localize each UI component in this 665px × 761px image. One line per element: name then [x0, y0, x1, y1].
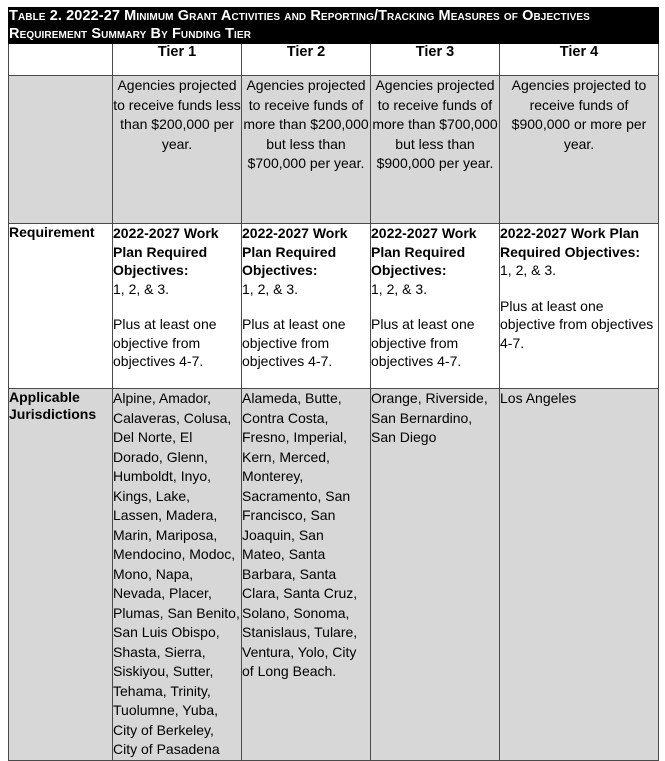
table-title-line-2: Requirement Summary By Funding Tier	[9, 25, 252, 42]
table-title-line-1: Table 2. 2022-27 Minimum Grant Activities and Reporting/Tracking Measures of Objectives	[9, 8, 590, 24]
table-row-jurisdictions	[9, 389, 659, 761]
column-header-tier-1: Tier 1	[113, 44, 242, 76]
requirement-tier-4	[500, 224, 659, 389]
grant-requirements-table	[8, 7, 659, 761]
description-tier-1: Agencies projected to receive funds less than $200,000 per year.	[113, 76, 242, 224]
table-row-requirement	[9, 224, 659, 389]
requirement-objectives-tier-1: 1, 2, & 3.	[113, 280, 170, 297]
requirement-plus-tier-2: Plus at least one objective from objectives 4-7.	[242, 316, 346, 369]
jurisdictions-tier-3: Orange, Riverside, San Bernardino, San Diego	[371, 389, 500, 761]
column-header-tier-4: Tier 4	[500, 44, 659, 76]
jurisdictions-tier-4: Los Angeles	[500, 389, 659, 761]
jurisdictions-tier-2: Alameda, Butte, Contra Costa, Fresno, Imperial, Kern, Merced, Monterey, Sacramento, San Francisco, San Joaquin, San Mateo, Santa Barbara, Santa Clara, Santa Cruz, Solano, Sonoma, Stanislaus, Tulare, Ventura, Yolo, City of Long Beach.	[242, 389, 371, 761]
requirement-objectives-tier-4: 1, 2, & 3.	[500, 262, 557, 278]
description-tier-4: Agencies projected to receive funds of $900,000 or more per year.	[500, 76, 659, 224]
requirement-heading-tier-4: 2022-2027 Work Plan Required Objectives:	[500, 225, 641, 260]
requirement-tier-2	[242, 224, 371, 389]
requirement-heading-tier-3: 2022-2027 Work Plan Required Objectives:	[371, 225, 477, 278]
requirement-plus-tier-3: Plus at least one objective from objectives 4-7.	[371, 316, 475, 369]
requirement-objectives-tier-3: 1, 2, & 3.	[371, 280, 428, 297]
requirement-row-label: Requirement	[9, 224, 113, 389]
description-row-label	[9, 76, 113, 224]
table-corner-cell	[9, 44, 113, 76]
table-title-row	[9, 8, 659, 44]
requirement-objectives-tier-2: 1, 2, & 3.	[242, 280, 299, 297]
description-tier-3: Agencies projected to receive funds of more than $700,000 but less than $900,000 per year.	[371, 76, 500, 224]
requirement-plus-tier-4: Plus at least one objective from objectives 4-7.	[500, 297, 654, 351]
description-tier-2: Agencies projected to receive funds of more than $200,000 but less than $700,000 per year.	[242, 76, 371, 224]
table-row-funding-description	[9, 76, 659, 224]
table-container	[8, 7, 658, 761]
requirement-tier-1	[113, 224, 242, 389]
requirement-tier-3	[371, 224, 500, 389]
column-header-tier-2: Tier 2	[242, 44, 371, 76]
requirement-heading-tier-1: 2022-2027 Work Plan Required Objectives:	[113, 225, 219, 278]
tier-header-row	[9, 44, 659, 76]
jurisdictions-row-label: Applicable Jurisdictions	[9, 389, 113, 761]
jurisdictions-tier-1: Alpine, Amador, Calaveras, Colusa, Del Norte, El Dorado, Glenn, Humboldt, Inyo, Kings, Lake, Lassen, Madera, Marin, Mariposa, Mendocino, Modoc, Mono, Napa, Nevada, Placer, Plumas, San Benito, San Luis Obispo, Shasta, Sierra, Siskiyou, Sutter, Tehama, Trinity, Tuolumne, Yuba, City of Berkeley, City of Pasadena	[113, 389, 242, 761]
column-header-tier-3: Tier 3	[371, 44, 500, 76]
requirement-plus-tier-1: Plus at least one objective from objectives 4-7.	[113, 316, 217, 369]
requirement-heading-tier-2: 2022-2027 Work Plan Required Objectives:	[242, 225, 348, 278]
table-title-cell	[9, 8, 659, 44]
